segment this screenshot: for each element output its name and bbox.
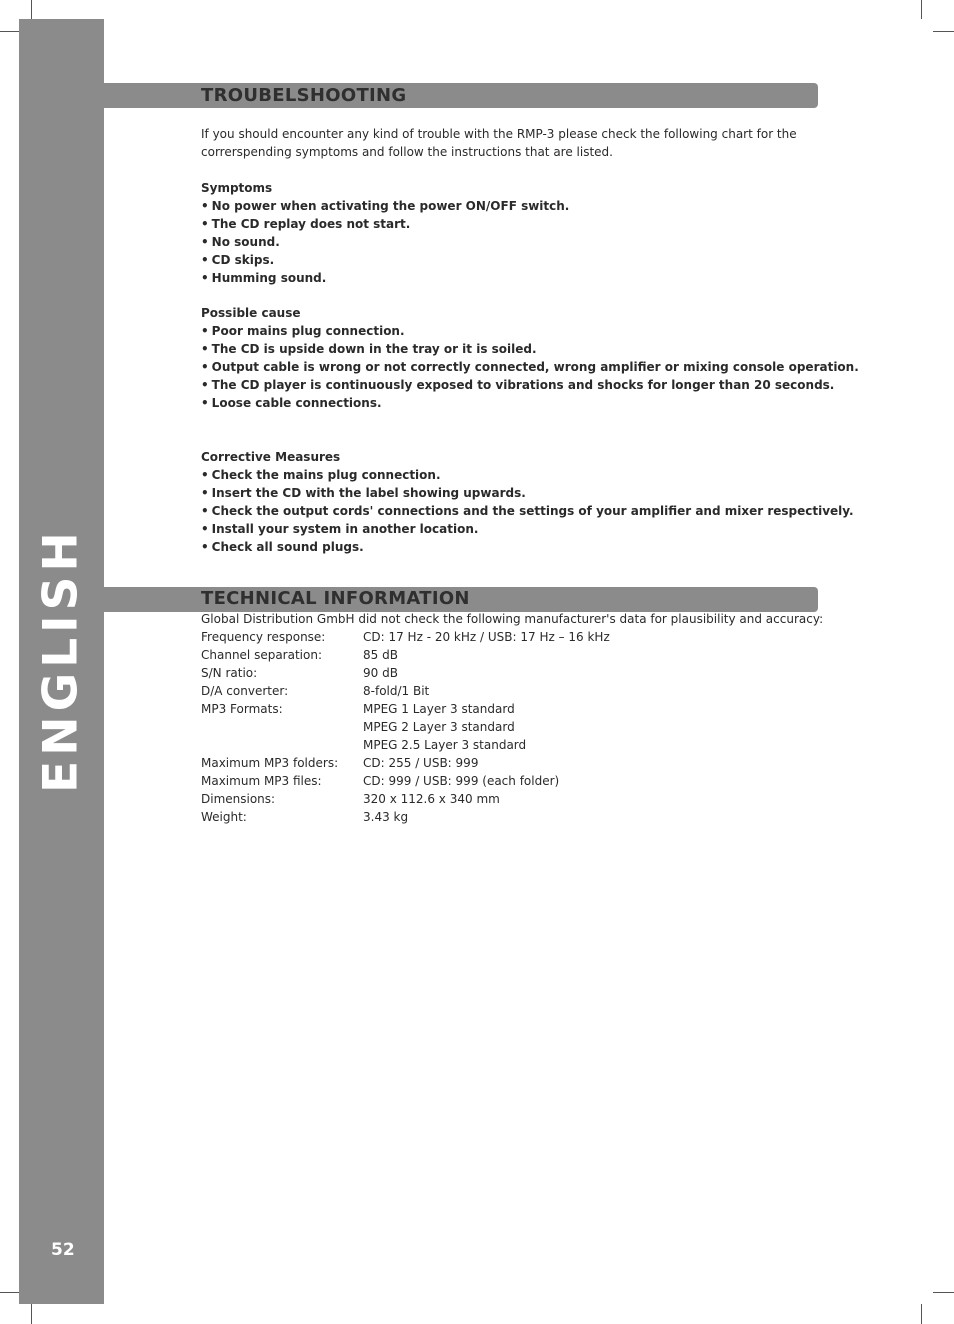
page-number: 52 <box>51 1240 75 1260</box>
list-item: • The CD replay does not start. <box>201 215 569 233</box>
spec-label: D/A converter: <box>201 684 289 698</box>
spec-value: 320 x 112.6 x 340 mm <box>363 792 500 806</box>
list-item: • CD skips. <box>201 251 569 269</box>
section-title-technical: TECHNICAL INFORMATION <box>201 588 470 609</box>
spec-value: 3.43 kg <box>363 810 409 824</box>
list-item: • Insert the CD with the label showing upwards. <box>201 484 854 502</box>
crop-mark <box>933 1292 954 1293</box>
spec-label: Maximum MP3 files: <box>201 774 322 788</box>
section-title-troubleshooting: TROUBELSHOOTING <box>201 85 407 106</box>
spec-row <box>201 682 610 700</box>
crop-mark <box>31 0 32 19</box>
spec-row <box>201 754 610 772</box>
list-item: • Install your system in another location. <box>201 520 854 538</box>
list-item: • Loose cable connections. <box>201 394 859 412</box>
list-item: • Poor mains plug connection. <box>201 322 859 340</box>
spec-row <box>201 736 610 754</box>
spec-value: CD: 999 / USB: 999 (each folder) <box>363 774 560 788</box>
crop-mark <box>921 1304 922 1324</box>
crop-mark <box>921 0 922 19</box>
spec-value: CD: 255 / USB: 999 <box>363 756 479 770</box>
list-item: • No sound. <box>201 233 569 251</box>
list-item: • No power when activating the power ON/OFF switch. <box>201 197 569 215</box>
spec-value: 90 dB <box>363 666 398 680</box>
spec-label: S/N ratio: <box>201 666 258 680</box>
spec-label: Weight: <box>201 810 247 824</box>
spec-value: 85 dB <box>363 648 398 662</box>
causes-list <box>201 304 859 412</box>
spec-row <box>201 772 610 790</box>
spec-table <box>201 628 610 826</box>
crop-mark <box>0 31 19 32</box>
crop-mark <box>31 1304 32 1324</box>
spec-label <box>201 736 363 754</box>
causes-heading: Possible cause <box>201 306 301 320</box>
list-item: • Humming sound. <box>201 269 569 287</box>
spec-row <box>201 628 610 646</box>
list-item: • The CD player is continuously exposed to vibrations and shocks for longer than 20 seconds. <box>201 376 859 394</box>
technical-disclaimer: Global Distribution GmbH did not check the following manufacturer's data for plausibility and accuracy: <box>201 612 824 626</box>
spec-value: MPEG 2 Layer 3 standard <box>363 720 515 734</box>
intro-paragraph <box>201 125 797 161</box>
spec-label: Frequency response: <box>201 630 326 644</box>
spec-label <box>201 718 363 736</box>
symptoms-list <box>201 179 569 287</box>
list-item: • Output cable is wrong or not correctly connected, wrong amplifier or mixing console operation. <box>201 358 859 376</box>
crop-mark <box>0 1292 19 1293</box>
spec-row <box>201 700 610 718</box>
intro-line: correrspending symptoms and follow the instructions that are listed. <box>201 145 613 159</box>
list-item: • Check the mains plug connection. <box>201 466 854 484</box>
spec-label: MP3 Formats: <box>201 702 283 716</box>
spec-row <box>201 646 610 664</box>
list-item: • The CD is upside down in the tray or it is soiled. <box>201 340 859 358</box>
spec-label: Channel separation: <box>201 648 323 662</box>
spec-label: Dimensions: <box>201 792 276 806</box>
list-item: • Check all sound plugs. <box>201 538 854 556</box>
symptoms-heading: Symptoms <box>201 181 273 195</box>
spec-label: Maximum MP3 folders: <box>201 756 339 770</box>
crop-mark <box>933 31 954 32</box>
spec-value: MPEG 2.5 Layer 3 standard <box>363 738 527 752</box>
language-tab-label: ENGLISH <box>33 527 89 793</box>
measures-list <box>201 448 854 556</box>
spec-row <box>201 664 610 682</box>
spec-row <box>201 790 610 808</box>
spec-row <box>201 808 610 826</box>
measures-heading: Corrective Measures <box>201 450 341 464</box>
spec-row <box>201 718 610 736</box>
spec-value: 8-fold/1 Bit <box>363 684 430 698</box>
intro-line: If you should encounter any kind of trouble with the RMP-3 please check the following chart for the <box>201 127 797 141</box>
spec-value: MPEG 1 Layer 3 standard <box>363 702 515 716</box>
spec-value: CD: 17 Hz - 20 kHz / USB: 17 Hz – 16 kHz <box>363 630 610 644</box>
list-item: • Check the output cords' connections and the settings of your amplifier and mixer respectively. <box>201 502 854 520</box>
